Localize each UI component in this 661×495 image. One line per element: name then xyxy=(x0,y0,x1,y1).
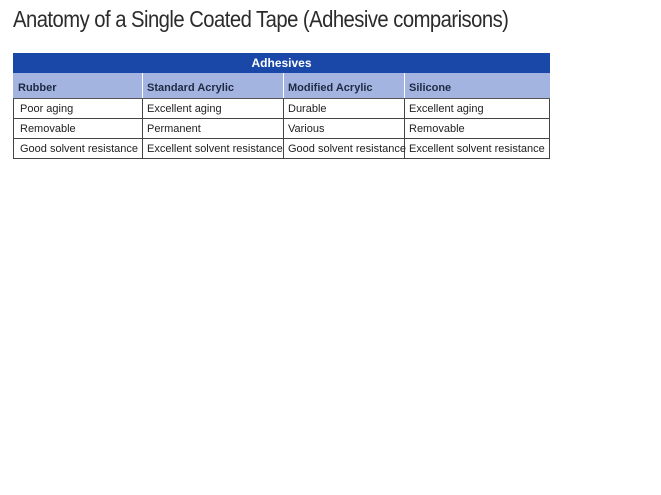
table-cell: Poor aging xyxy=(14,99,143,119)
table-row xyxy=(14,119,550,139)
table-row xyxy=(14,99,550,119)
table-cell: Removable xyxy=(405,119,550,139)
column-header-rubber: Rubber xyxy=(14,73,143,99)
table-caption-row xyxy=(14,54,550,73)
table-cell: Removable xyxy=(14,119,143,139)
table-cell: Various xyxy=(284,119,405,139)
page-title: Anatomy of a Single Coated Tape (Adhesive comparisons) xyxy=(13,6,509,32)
table-cell: Good solvent resistance xyxy=(284,139,405,159)
column-header-standard-acrylic: Standard Acrylic xyxy=(143,73,284,99)
table-caption: Adhesives xyxy=(14,54,550,73)
column-header-silicone: Silicone xyxy=(405,73,550,99)
table-cell: Excellent solvent resistance xyxy=(405,139,550,159)
table-row xyxy=(14,139,550,159)
column-header-modified-acrylic: Modified Acrylic xyxy=(284,73,405,99)
table-header-row xyxy=(14,73,550,99)
table-cell: Excellent aging xyxy=(405,99,550,119)
table-cell: Permanent xyxy=(143,119,284,139)
table-cell: Excellent aging xyxy=(143,99,284,119)
table-cell: Good solvent resistance xyxy=(14,139,143,159)
table-cell: Durable xyxy=(284,99,405,119)
adhesives-comparison-table xyxy=(13,53,550,159)
table-cell: Excellent solvent resistance xyxy=(143,139,284,159)
